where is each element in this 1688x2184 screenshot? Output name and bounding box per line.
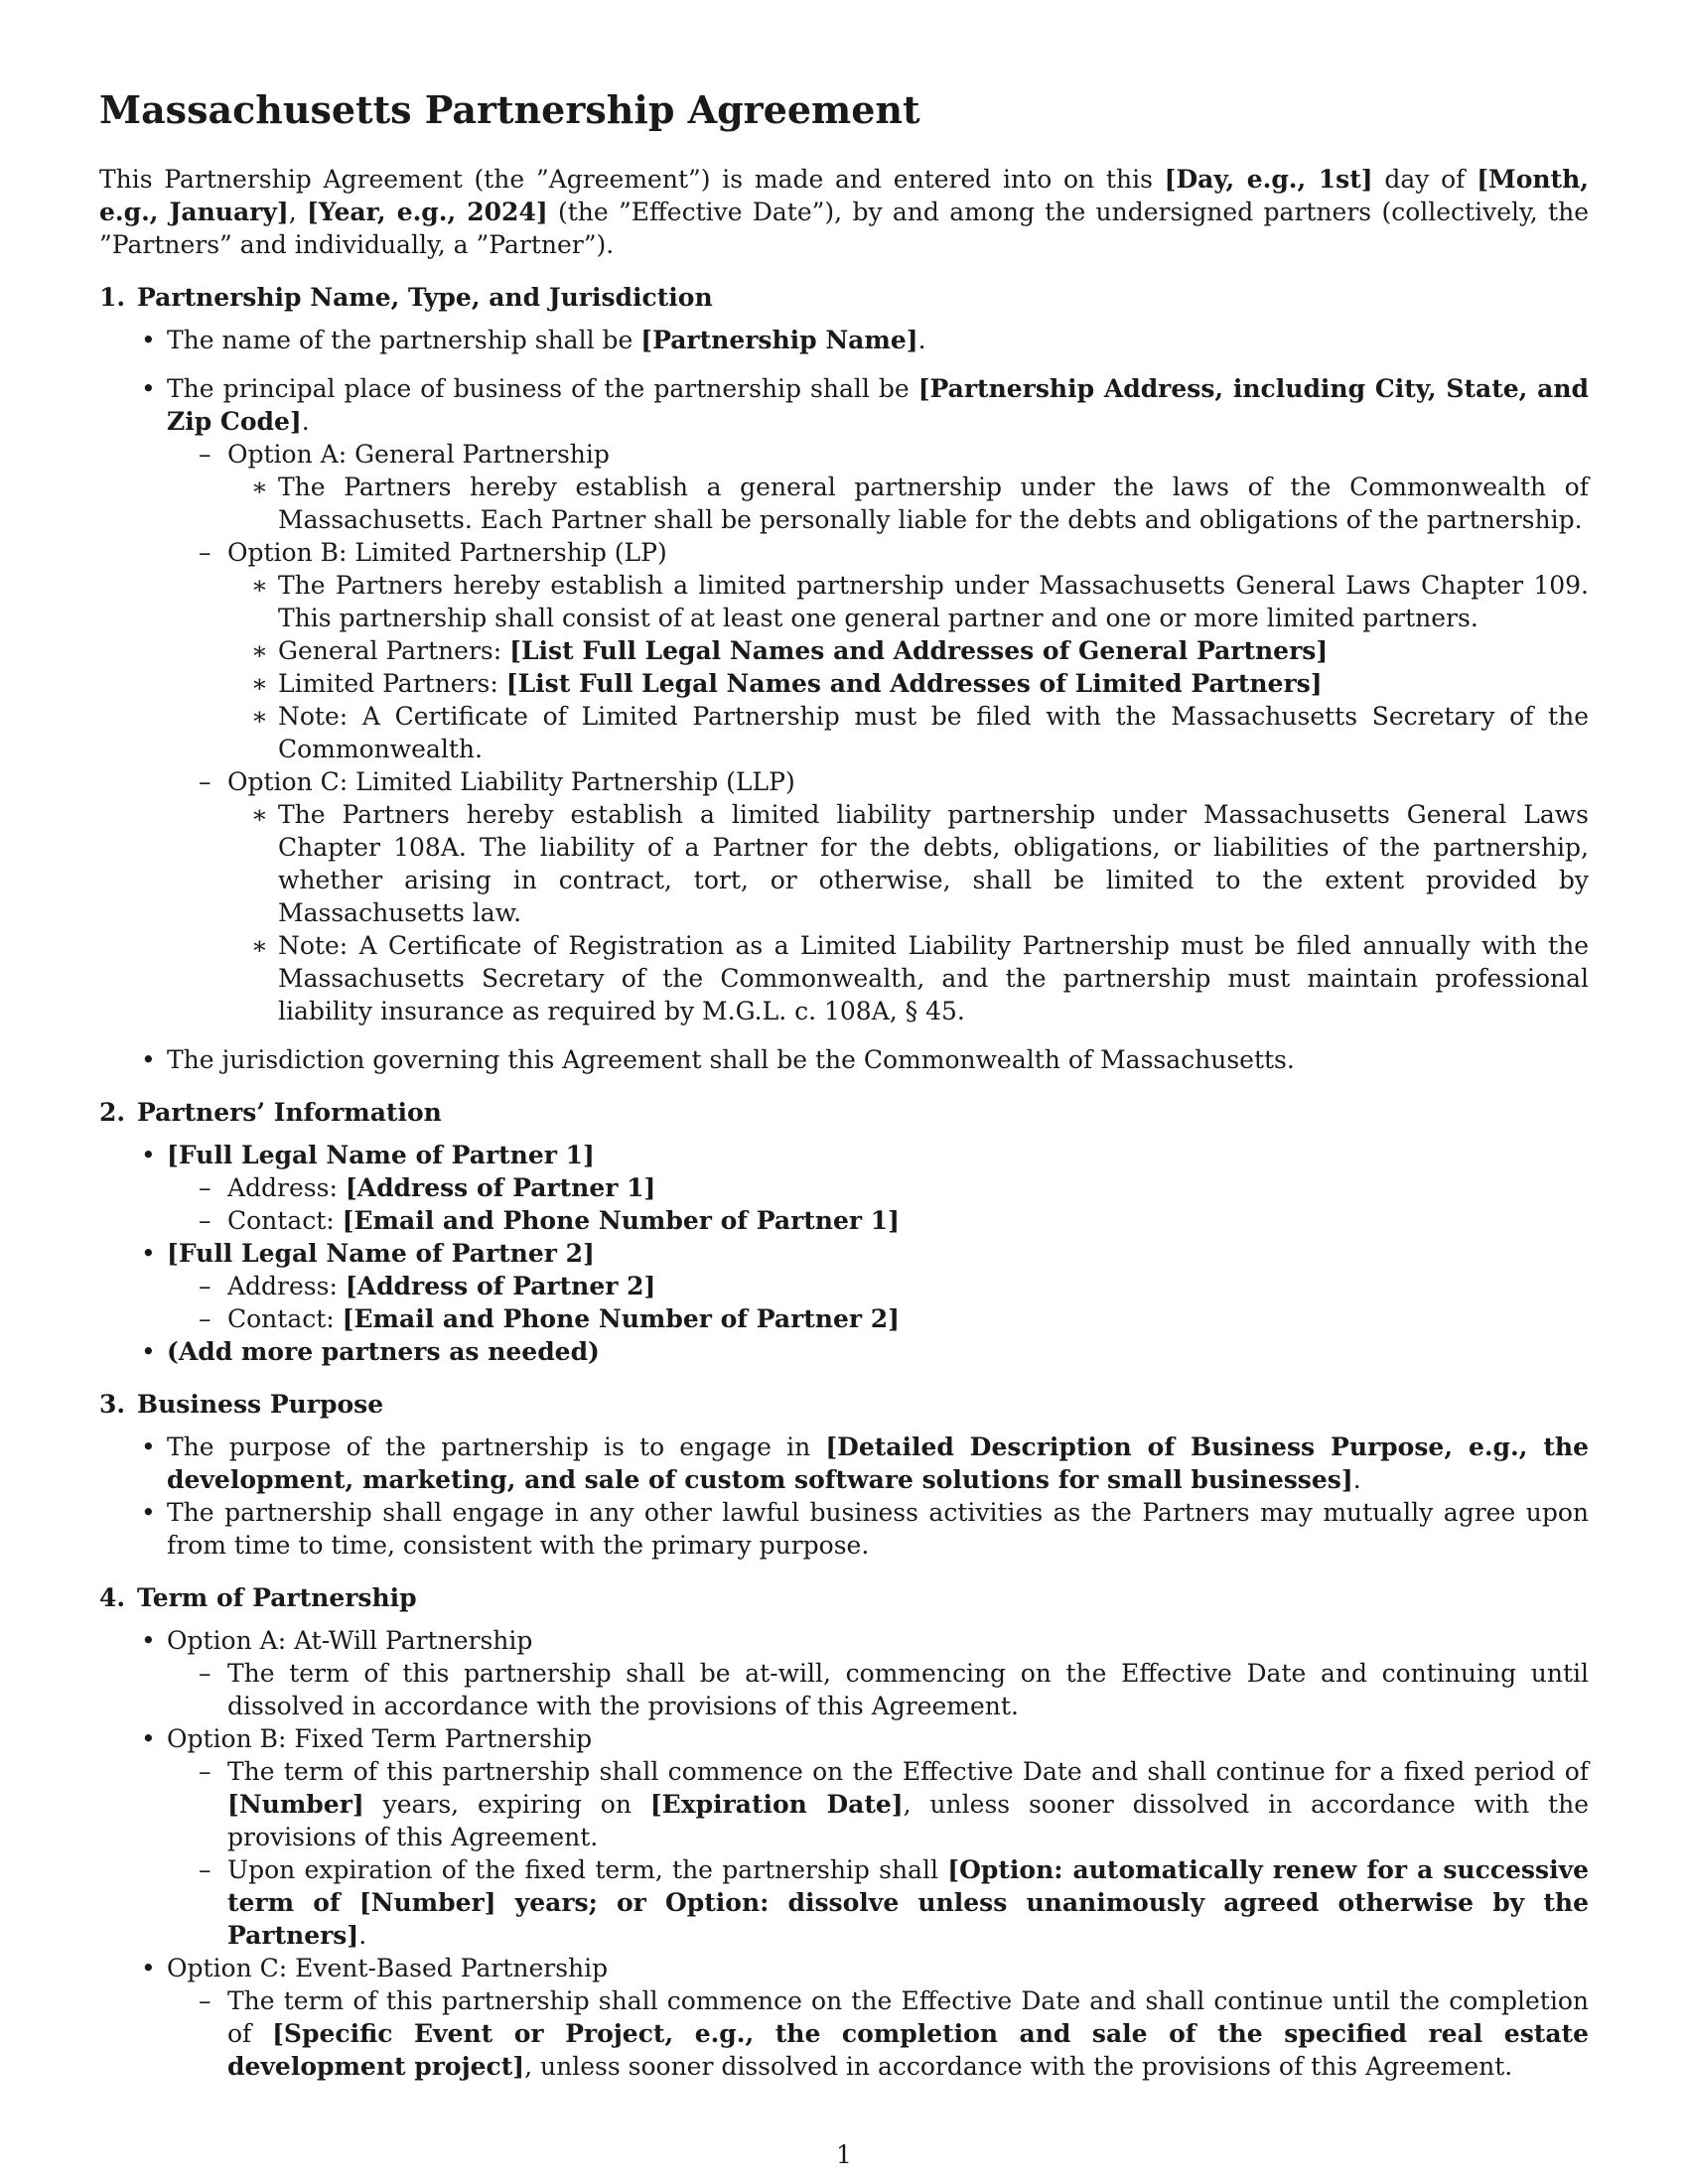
business-purpose-placeholder: [Detailed Description of Business Purpose, e.g., the development, marketing, and sale of custom software solutions for small businesses]	[167, 1433, 1589, 1494]
list-item: – The term of this partnership shall commence on the Effective Date and shall continue for a fixed period of [Number] years, expiring on [Expiration Date], unless sooner dissolved in accordance with the provisions of this Agreement.	[167, 1755, 1589, 1853]
list-item: • The partnership shall engage in any other lawful business activities as the Partners may mutually agree upon from time to time, consistent with the primary purpose.	[99, 1496, 1589, 1562]
list-item: ∗ The Partners hereby establish a general partnership under the laws of the Commonwealth of Massachusetts. Each Partner shall be personally liable for the debts and obligations of the partnership.	[227, 471, 1589, 536]
section-1-list	[99, 324, 1589, 1076]
section-3-list	[99, 1431, 1589, 1562]
intro-text: (the ”Effective Date”), by and among the undersigned partners (collectively, the ”Partners” and individually, a ”Partner”).	[99, 198, 1589, 259]
partner-1-name-placeholder: [Full Legal Name of Partner 1]	[167, 1141, 595, 1169]
document-title: Massachusetts Partnership Agreement	[99, 87, 920, 132]
section-2-heading: 2. Partners’ Information	[99, 1098, 442, 1127]
list-item: • The principal place of business of the partnership shall be [Partnership Address, including City, State, and Zip Code]. – Option A: General Partnership ∗ The Partners hereby establish a general partnership under the laws of the Commonwealth of Massachusetts. Each Partner shall be personally liable for the debts and obligations of the partnership. – Option B: Limited Partnership (LP) ∗ The Partners hereby establish a limited partnership under Massachusetts General Laws Chapter 109. This partnership shall consist of at least one general partner and one or more limited partners. ∗ General Partners: [List Full Legal Names and Addresses of General Partners] ∗ Limited Partners: [List Full Legal Names and Addresses of Limited Partners] ∗ Note: A Certificate of Limited Partnership must be filed with the Massachusetts Secretary of the Commonwealth. – Option C: Limited Liability Partnership (LLP) ∗ The Partners hereby establish a limited liability partnership under Massachusetts General Laws Chapter 108A. The liability of a Partner for the debts, obligations, or liabilities of the partnership, whether arising in contract, tort, or otherwise, shall be limited to the extent provided by Massachusetts law. ∗ Note: A Certificate of Registration as a Limited Liability Partnership must be filed annually with the Massachusetts Secretary of the Commonwealth, and the partnership must maintain professional liability insurance as required by M.G.L. c. 108A, § 45.	[99, 372, 1589, 1027]
option-c-llp: – Option C: Limited Liability Partnership (LLP) ∗ The Partners hereby establish a limited liability partnership under Massachusetts General Laws Chapter 108A. The liability of a Partner for the debts, obligations, or liabilities of the partnership, whether arising in contract, tort, or otherwise, shall be limited to the extent provided by Massachusetts law. ∗ Note: A Certificate of Registration as a Limited Liability Partnership must be filed annually with the Massachusetts Secretary of the Commonwealth, and the partnership must maintain professional liability insurance as required by M.G.L. c. 108A, § 45.	[167, 765, 1589, 1027]
list-item: ∗ The Partners hereby establish a limited liability partnership under Massachusetts General Laws Chapter 108A. The liability of a Partner for the debts, obligations, or liabilities of the partnership, whether arising in contract, tort, or otherwise, shall be limited to the extent provided by Massachusetts law.	[227, 798, 1589, 929]
partner-1-item	[99, 1139, 1589, 1237]
list-item: – Address: [Address of Partner 1]	[167, 1171, 1589, 1204]
partner-2-item	[99, 1237, 1589, 1335]
list-item: • (Add more partners as needed)	[99, 1335, 1589, 1368]
list-item: – Upon expiration of the fixed term, the partnership shall [Option: automatically renew for a successive term of [Number] years; or Option: dissolve unless unanimously agreed otherwise by the Partners].	[167, 1853, 1589, 1952]
list-item: ∗ The Partners hereby establish a limited partnership under Massachusetts General Laws Chapter 109. This partnership shall consist of at least one general partner and one or more limited partners.	[227, 569, 1589, 634]
document-page	[99, 87, 1589, 2083]
term-option-c: • Option C: Event-Based Partnership – The term of this partnership shall commence on the Effective Date and shall continue until the completion of [Specific Event or Project, e.g., the completion and sale of the specified real estate development project], unless sooner dissolved in accordance with the provisions of this Agreement.	[99, 1952, 1589, 2083]
list-item: – Contact: [Email and Phone Number of Partner 2]	[167, 1302, 1589, 1335]
intro-text: This Partnership Agreement (the ”Agreement”) is made and entered into on this	[99, 165, 1165, 194]
intro-text: day of	[1372, 165, 1477, 194]
list-item: – The term of this partnership shall commence on the Effective Date and shall continue until the completion of [Specific Event or Project, e.g., the completion and sale of the specified real estate development project], unless sooner dissolved in accordance with the provisions of this Agreement.	[167, 1984, 1589, 2083]
partnership-address-placeholder: [Partnership Address, including City, State, and Zip Code]	[167, 374, 1589, 436]
intro-paragraph	[99, 163, 1589, 261]
partnership-type-options	[167, 438, 1589, 1027]
list-item: ∗ Note: A Certificate of Registration as a Limited Liability Partnership must be filed annually with the Massachusetts Secretary of the Commonwealth, and the partnership must maintain professional liability insurance as required by M.G.L. c. 108A, § 45.	[227, 929, 1589, 1027]
section-1-heading: 1. Partnership Name, Type, and Jurisdiction	[99, 283, 713, 312]
term-option-b: • Option B: Fixed Term Partnership – The term of this partnership shall commence on the Effective Date and shall continue for a fixed period of [Number] years, expiring on [Expiration Date], unless sooner dissolved in accordance with the provisions of this Agreement. – Upon expiration of the fixed term, the partnership shall [Option: automatically renew for a successive term of [Number] years; or Option: dissolve unless unanimously agreed otherwise by the Partners].	[99, 1722, 1589, 1952]
general-partners-placeholder: [List Full Legal Names and Addresses of General Partners]	[509, 636, 1329, 665]
list-item: ∗ Limited Partners: [List Full Legal Names and Addresses of Limited Partners]	[227, 667, 1589, 700]
section-3-heading: 3. Business Purpose	[99, 1390, 384, 1419]
list-item: • The jurisdiction governing this Agreement shall be the Commonwealth of Massachusetts.	[99, 1043, 1589, 1076]
partnership-name-placeholder: [Partnership Name]	[640, 326, 918, 354]
year-placeholder: [Year, e.g., 2024]	[306, 198, 548, 226]
list-item: • The purpose of the partnership is to engage in [Detailed Description of Business Purpose, e.g., the development, marketing, and sale of custom software solutions for small businesses].	[99, 1431, 1589, 1496]
section-4-heading: 4. Term of Partnership	[99, 1583, 417, 1612]
day-placeholder: [Day, e.g., 1st]	[1164, 165, 1373, 194]
limited-partners-placeholder: [List Full Legal Names and Addresses of Limited Partners]	[505, 669, 1323, 698]
list-item: – Address: [Address of Partner 2]	[167, 1270, 1589, 1302]
list-item: • The name of the partnership shall be [Partnership Name].	[99, 324, 1589, 356]
section-2-list	[99, 1139, 1589, 1368]
section-4-list	[99, 1624, 1589, 2083]
page-number: 1	[836, 2140, 852, 2169]
list-item: ∗ Note: A Certificate of Limited Partnership must be filed with the Massachusetts Secretary of the Commonwealth.	[227, 700, 1589, 765]
intro-text: ,	[288, 198, 307, 226]
partner-2-name-placeholder: [Full Legal Name of Partner 2]	[167, 1239, 595, 1268]
option-a-general: – Option A: General Partnership ∗ The Partners hereby establish a general partnership under the laws of the Commonwealth of Massachusetts. Each Partner shall be personally liable for the debts and obligations of the partnership.	[167, 438, 1589, 536]
term-option-a: • Option A: At-Will Partnership – The term of this partnership shall be at-will, commencing on the Effective Date and continuing until dissolved in accordance with the provisions of this Agreement.	[99, 1624, 1589, 1722]
list-item: ∗ General Partners: [List Full Legal Names and Addresses of General Partners]	[227, 634, 1589, 667]
option-b-limited: – Option B: Limited Partnership (LP) ∗ The Partners hereby establish a limited partnership under Massachusetts General Laws Chapter 109. This partnership shall consist of at least one general partner and one or more limited partners. ∗ General Partners: [List Full Legal Names and Addresses of General Partners] ∗ Limited Partners: [List Full Legal Names and Addresses of Limited Partners] ∗ Note: A Certificate of Limited Partnership must be filed with the Massachusetts Secretary of the Commonwealth.	[167, 536, 1589, 765]
month-placeholder: [Month, e.g., January]	[99, 165, 1589, 226]
list-item: – The term of this partnership shall be at-will, commencing on the Effective Date and continuing until dissolved in accordance with the provisions of this Agreement.	[167, 1657, 1589, 1722]
list-item: – Contact: [Email and Phone Number of Partner 1]	[167, 1204, 1589, 1237]
